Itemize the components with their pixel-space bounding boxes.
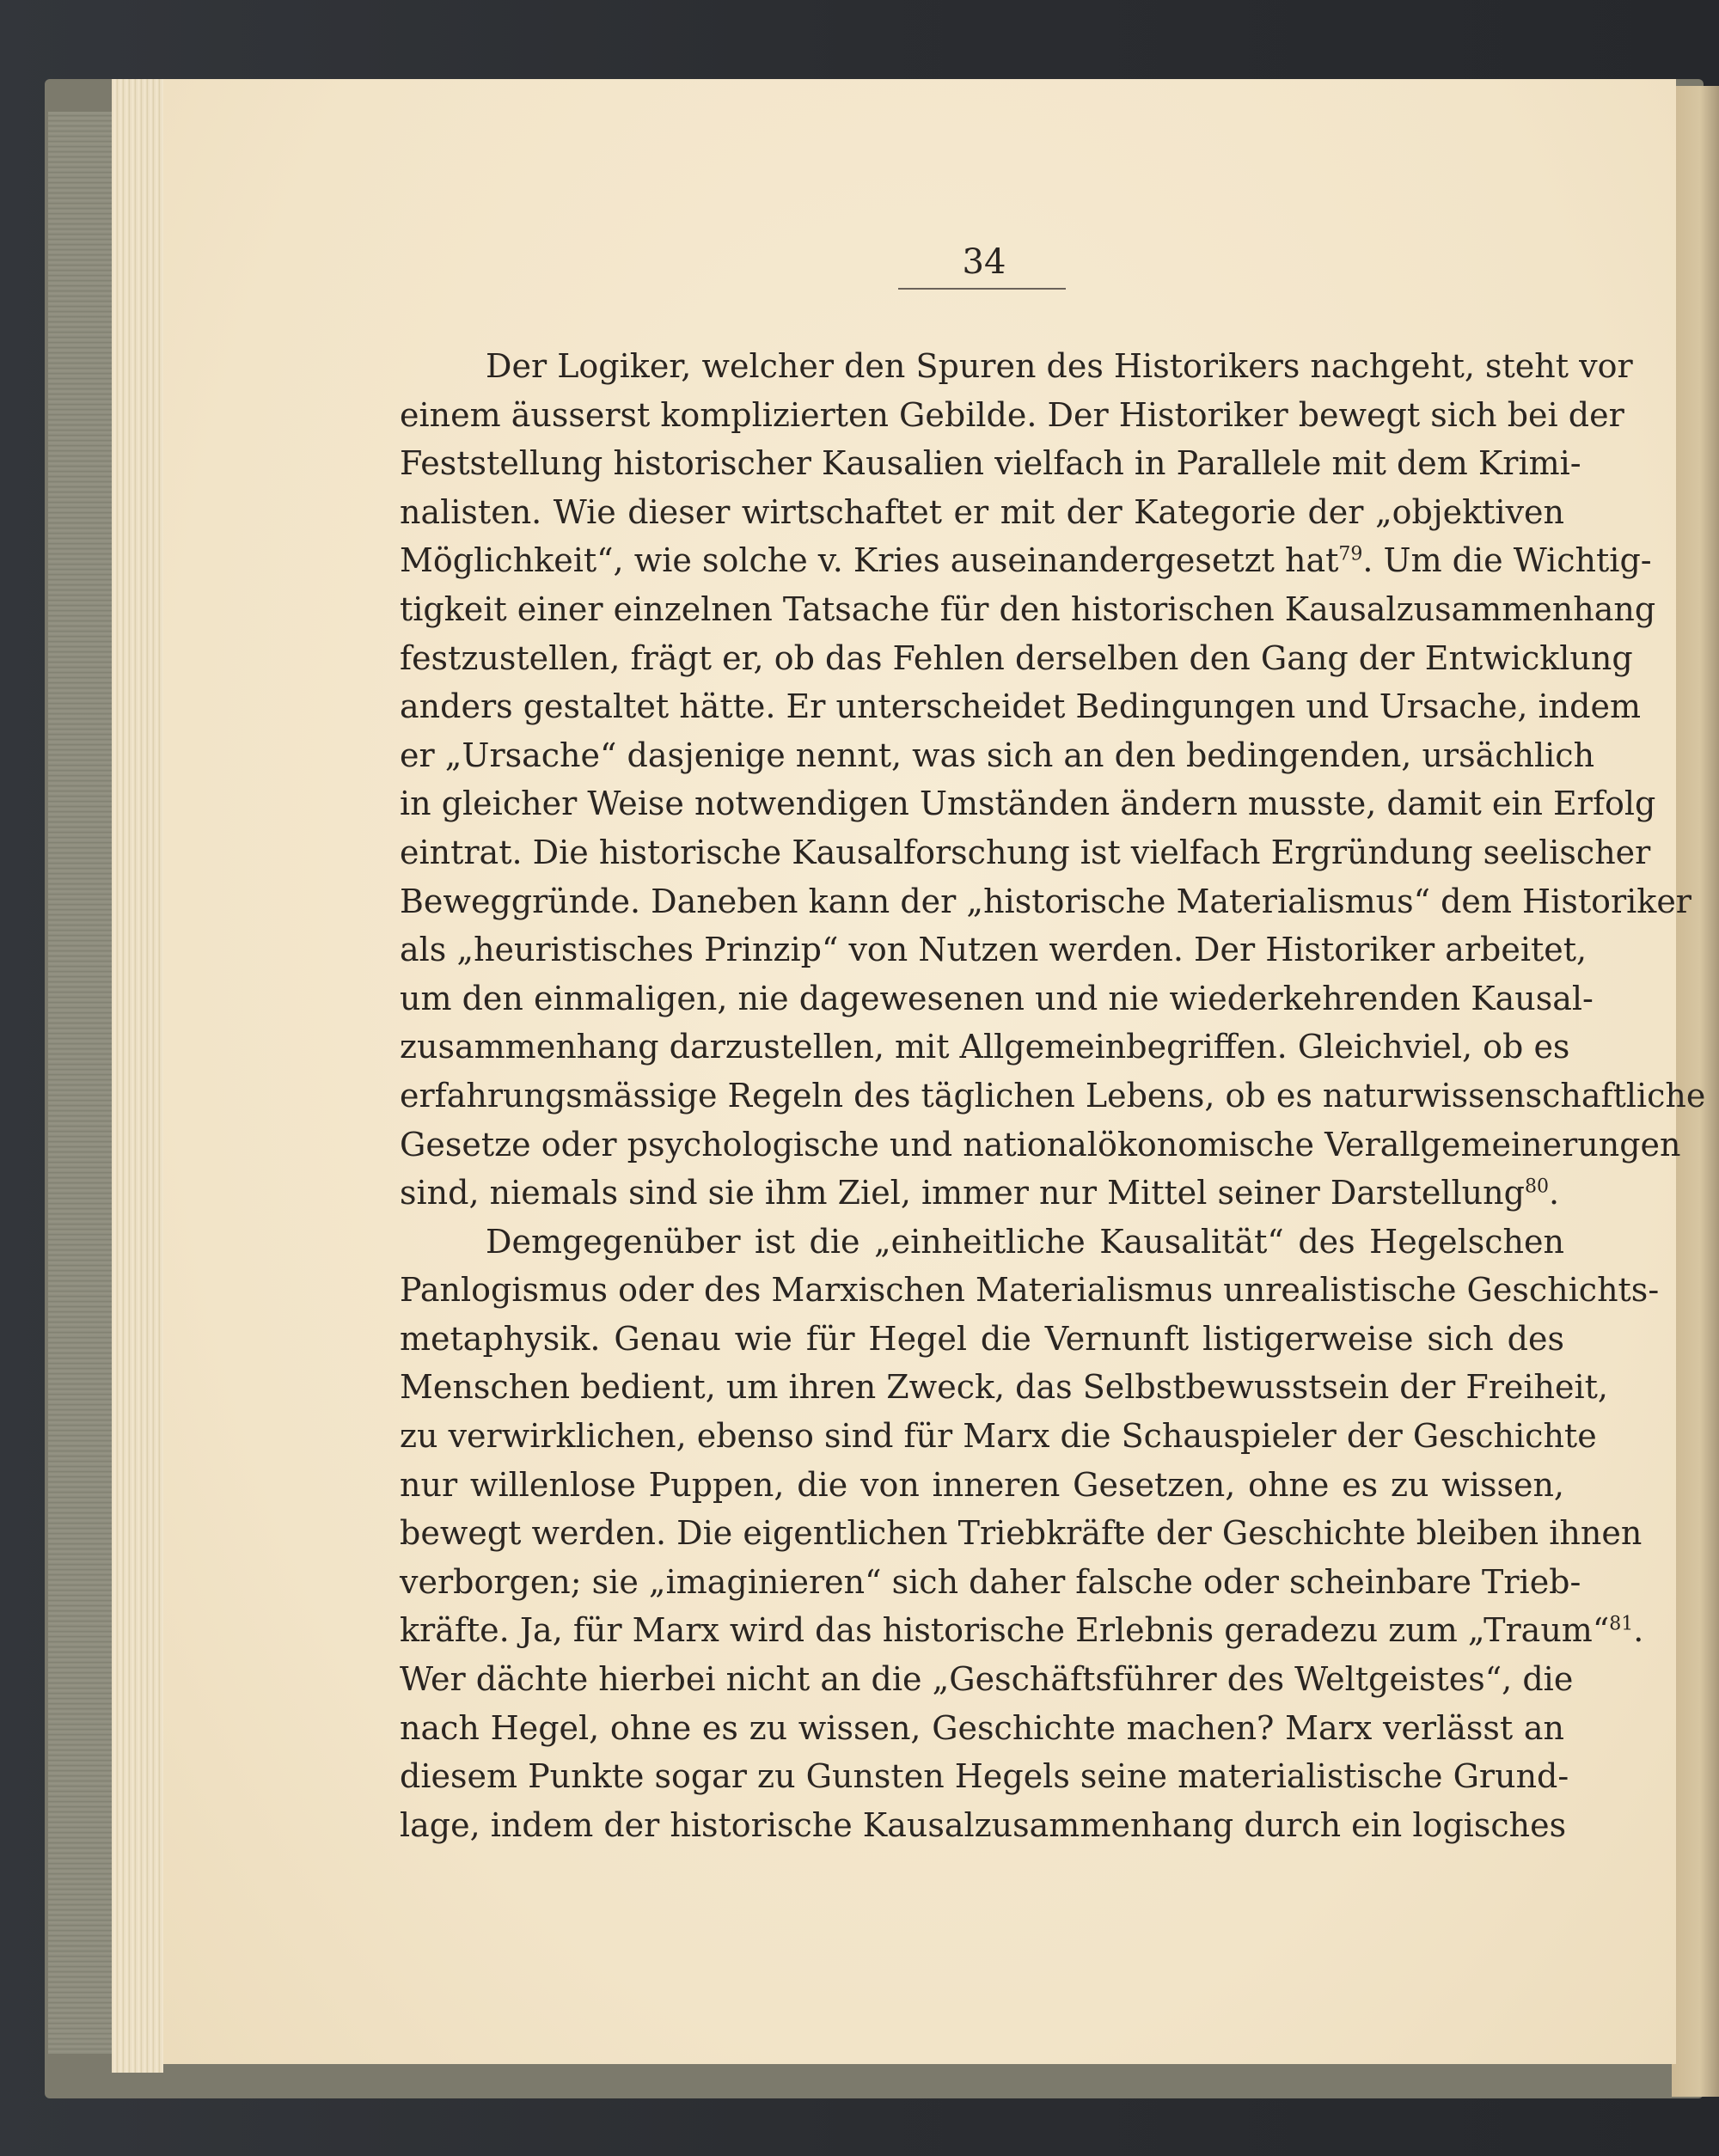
- line-text: als „heuristisches Prinzip“ von Nutzen werden. Der Historiker arbeitet,: [400, 931, 1587, 969]
- text-line: [400, 682, 1641, 731]
- text-line: [400, 342, 1633, 391]
- text-line: [400, 1801, 1567, 1850]
- footnote-reference: 81: [1609, 1613, 1634, 1635]
- line-text: Der Logiker, welcher den Spuren des Historikers nachgeht, steht vor: [486, 347, 1633, 385]
- text-line: [400, 1121, 1681, 1170]
- line-text: sind, niemals sind sie ihm Ziel, immer nur Mittel seiner Darstellung: [400, 1174, 1525, 1212]
- footnote-reference: 79: [1338, 543, 1363, 565]
- line-text: Beweggründe. Daneben kann der „historische Materialismus“ dem Historiker: [400, 882, 1691, 920]
- line-text: bewegt werden. Die eigentlichen Triebkräfte der Geschichte bleiben ihnen: [400, 1514, 1643, 1553]
- line-text: Menschen bedient, um ihren Zweck, das Selbstbewusstsein der Freiheit,: [400, 1368, 1608, 1407]
- line-text: Demgegenüber ist die „einheitliche Kausalität“ des Hegelschen: [486, 1222, 1564, 1261]
- text-line: [400, 779, 1656, 828]
- text-line: [400, 1169, 1564, 1218]
- text-line: [400, 1752, 1569, 1801]
- text-line: [400, 488, 1564, 537]
- line-text: nalisten. Wie dieser wirtschaftet er mit der Kategorie der „objektiven: [400, 492, 1564, 531]
- text-line: [400, 1606, 1644, 1655]
- text-line: [400, 1315, 1564, 1364]
- line-text: einem äusserst komplizierten Gebilde. Der Historiker bewegt sich bei der: [400, 395, 1624, 434]
- body-text: [400, 342, 1706, 1849]
- text-line: [400, 1655, 1574, 1704]
- text-line: [400, 585, 1656, 634]
- line-text: um den einmaligen, nie dagewesenen und nie wiederkehrenden Kausal-: [400, 979, 1594, 1017]
- text-line: [400, 731, 1595, 780]
- text-line: [400, 974, 1594, 1023]
- line-text: nach Hegel, ohne es zu wissen, Geschichte machen? Marx verlässt an: [400, 1708, 1564, 1747]
- line-text: tigkeit einer einzelnen Tatsache für den historischen Kausalzusammenhang: [400, 589, 1656, 628]
- line-text: eintrat. Die historische Kausalforschung ist vielfach Ergründung seelischer: [400, 833, 1651, 871]
- page-gutter: [112, 79, 163, 2073]
- line-text: festzustellen, frägt er, ob das Fehlen derselben den Gang der Entwicklung: [400, 638, 1633, 677]
- line-text: Feststellung historischer Kausalien vielfach in Parallele mit dem Krimi-: [400, 444, 1581, 483]
- footnote-reference: 80: [1524, 1176, 1549, 1198]
- line-text: zusammenhang darzustellen, mit Allgemeinbegriffen. Gleichviel, ob es: [400, 1028, 1570, 1066]
- text-line: [400, 536, 1652, 585]
- text-line: [400, 925, 1587, 974]
- line-text: lage, indem der historische Kausalzusammenhang durch ein logisches: [400, 1805, 1567, 1844]
- text-line: [400, 1023, 1570, 1072]
- line-text: er „Ursache“ dasjenige nennt, was sich an den bedingenden, ursächlich: [400, 736, 1595, 774]
- line-text: kräfte. Ja, für Marx wird das historische Erlebnis geradezu zum „Traum“: [400, 1611, 1610, 1650]
- text-line: [400, 1509, 1643, 1558]
- line-text: in gleicher Weise notwendigen Umständen ändern musste, damit ein Erfolg: [400, 785, 1656, 823]
- text-line: [400, 1558, 1581, 1607]
- line-text: metaphysik. Genau wie für Hegel die Vernunft listigerweise sich des: [400, 1319, 1564, 1358]
- line-text: erfahrungsmässige Regeln des täglichen Lebens, ob es naturwissenschaftliche: [400, 1076, 1706, 1115]
- text-line: [400, 828, 1651, 877]
- line-text-continued: . Um die Wichtig-: [1362, 541, 1652, 580]
- text-line: [400, 1363, 1608, 1412]
- line-text-continued: .: [1633, 1611, 1644, 1650]
- line-text-continued: .: [1548, 1174, 1560, 1212]
- text-line: [400, 439, 1581, 488]
- text-line: [400, 1218, 1564, 1267]
- line-text: Gesetze oder psychologische und nationalökonomische Verallgemeinerungen: [400, 1125, 1681, 1164]
- line-text: Panlogismus oder des Marxischen Materialismus unrealistische Geschichts-: [400, 1271, 1660, 1310]
- paragraph: [400, 342, 1706, 1218]
- text-line: [400, 1412, 1597, 1461]
- line-text: nur willenlose Puppen, die von inneren Gesetzen, ohne es zu wissen,: [400, 1465, 1564, 1504]
- line-text: anders gestaltet hätte. Er unterscheidet Bedingungen und Ursache, indem: [400, 687, 1641, 726]
- text-line: [400, 1072, 1706, 1121]
- line-text: diesem Punkte sogar zu Gunsten Hegels seine materialistische Grund-: [400, 1757, 1569, 1796]
- page-number: 34: [962, 242, 1006, 282]
- text-line: [400, 1704, 1564, 1753]
- text-line: [400, 877, 1691, 926]
- text-line: [400, 1266, 1660, 1315]
- line-text: zu verwirklichen, ebenso sind für Marx die Schauspieler der Geschichte: [400, 1417, 1597, 1456]
- text-line: [400, 391, 1624, 440]
- line-text: verborgen; sie „imaginieren“ sich daher falsche oder scheinbare Trieb-: [400, 1562, 1581, 1601]
- text-line: [400, 634, 1633, 683]
- paragraph: [400, 1218, 1660, 1850]
- line-text: Möglichkeit“, wie solche v. Kries auseinandergesetzt hat: [400, 541, 1339, 580]
- page-number-rule: [898, 288, 1066, 290]
- line-text: Wer dächte hierbei nicht an die „Geschäftsführer des Weltgeistes“, die: [400, 1660, 1574, 1699]
- text-line: [400, 1461, 1564, 1510]
